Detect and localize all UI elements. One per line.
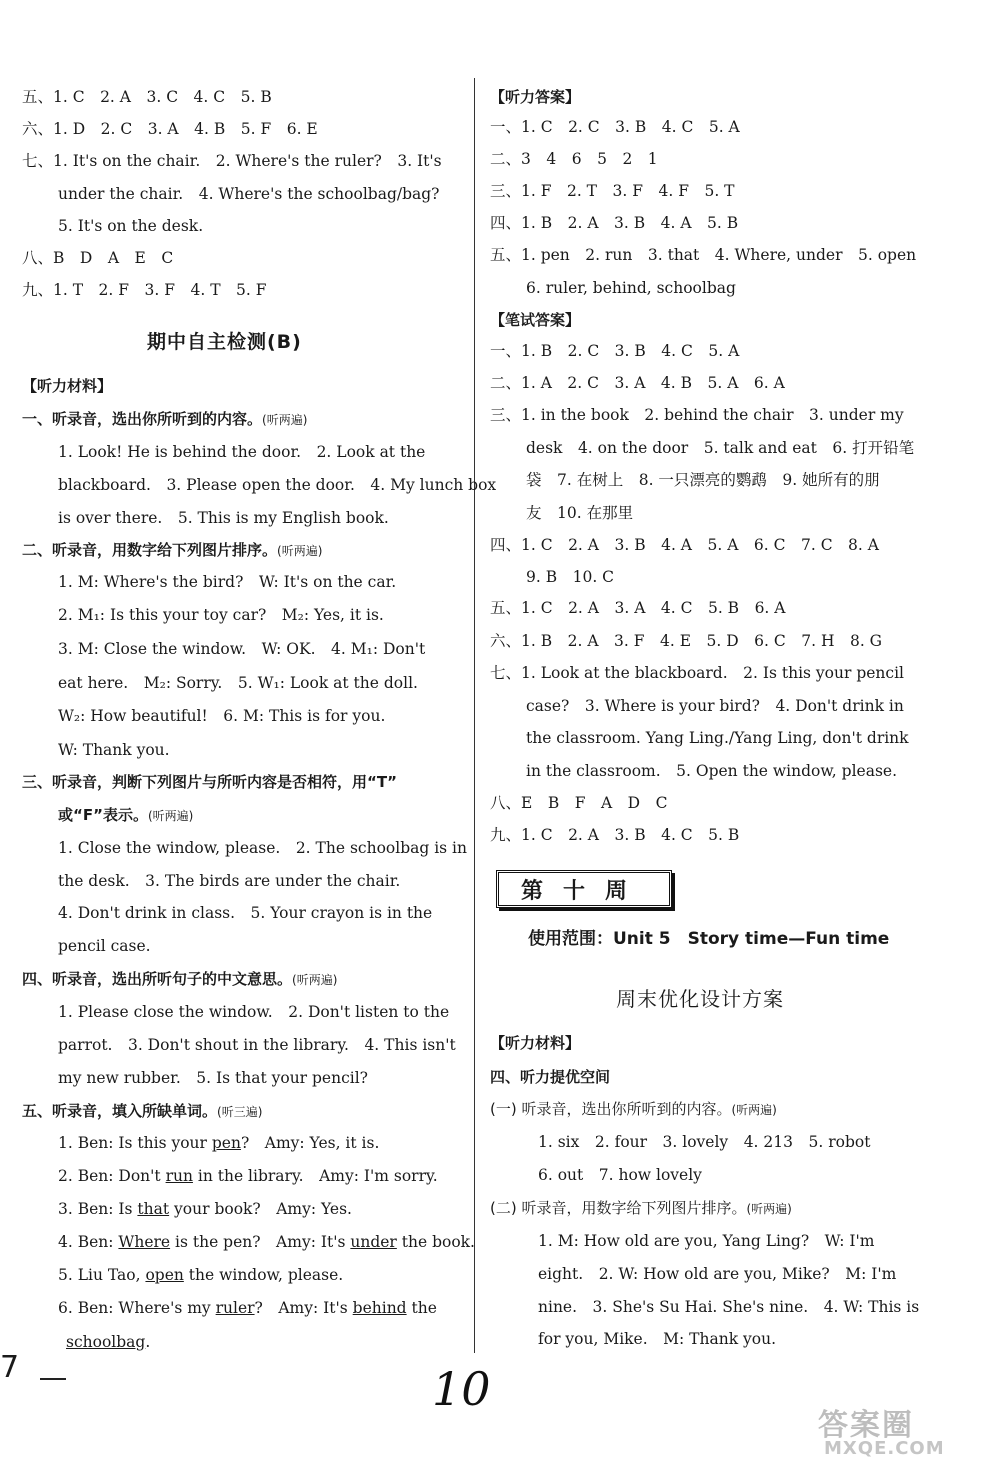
question-heading: 四、听录音，选出所听句子的中文意思。(听两遍) bbox=[22, 970, 338, 988]
answer-line: 友 10. 在那里 bbox=[526, 504, 634, 522]
dialogue-line: 6. Ben: Where's my ruler? Amy: It's behind the bbox=[58, 1299, 437, 1317]
question-heading: (一) 听录音，选出你所听到的内容。(听两遍) bbox=[490, 1100, 777, 1118]
listen-answer-label: 【听力答案】 bbox=[490, 88, 581, 106]
text-line: 4. Don't drink in class. 5. Your crayon is in the bbox=[58, 904, 433, 922]
question-heading: 一、听录音，选出你所听到的内容。(听两遍) bbox=[22, 410, 308, 428]
answer-line: 五、1. pen 2. run 3. that 4. Where, under 5. open bbox=[490, 246, 917, 264]
text-line: for you, Mike. M: Thank you. bbox=[538, 1330, 777, 1348]
dialogue-line: 4. Ben: Where is the pen? Amy: It's under the book. bbox=[58, 1233, 475, 1251]
watermark-logo-text: 答案圈 bbox=[818, 1408, 914, 1443]
text-line: 1. M: How old are you, Yang Ling? W: I'm bbox=[538, 1232, 875, 1250]
text-line: my new rubber. 5. Is that your pencil? bbox=[58, 1069, 368, 1087]
text-line: 3. M: Close the window. W: OK. 4. M₁: Don't bbox=[58, 640, 426, 658]
answer-line: 一、1. B 2. C 3. B 4. C 5. A bbox=[490, 342, 740, 360]
answer-line: 6. ruler, behind, schoolbag bbox=[526, 279, 736, 297]
text-line: parrot. 3. Don't shout in the library. 4. This isn't bbox=[58, 1036, 456, 1054]
answer-line: desk 4. on the door 5. talk and eat 6. 打开铅笔 bbox=[526, 439, 915, 457]
question-heading: (二) 听录音，用数字给下列图片排序。(听两遍) bbox=[490, 1199, 792, 1217]
question-heading: 或“F”表示。(听两遍) bbox=[58, 806, 194, 824]
text-line: the desk. 3. The birds are under the chair. bbox=[58, 872, 401, 890]
answer-line: the classroom. Yang Ling./Yang Ling, don't drink bbox=[526, 729, 909, 747]
answer-line: 六、1. D 2. C 3. A 4. B 5. F 6. E bbox=[22, 120, 318, 138]
watermark bbox=[818, 1400, 988, 1458]
answer-line: 袋 7. 在树上 8. 一只漂亮的鹦鹉 9. 她所有的朋 bbox=[526, 471, 880, 489]
text-line: pencil case. bbox=[58, 937, 151, 955]
text-line: 2. M₁: Is this your toy car? M₂: Yes, it is. bbox=[58, 606, 384, 624]
answer-line: 5. It's on the desk. bbox=[58, 217, 204, 235]
answer-line: 八、E B F A D C bbox=[490, 794, 668, 812]
usage-scope: 使用范围：Unit 5 Story time—Fun time bbox=[528, 929, 890, 949]
answer-line: 二、1. A 2. C 3. A 4. B 5. A 6. A bbox=[490, 374, 785, 392]
week-banner: 第十周 bbox=[496, 870, 672, 908]
section-heading: 四、听力提优空间 bbox=[490, 1068, 611, 1086]
text-line: 1. M: Where's the bird? W: It's on the car. bbox=[58, 573, 397, 591]
text-line: 1. Look! He is behind the door. 2. Look at the bbox=[58, 443, 426, 461]
answer-line: 五、1. C 2. A 3. A 4. C 5. B 6. A bbox=[490, 599, 786, 617]
dialogue-line: schoolbag. bbox=[66, 1333, 151, 1351]
page-number-dash bbox=[40, 1378, 66, 1380]
dialogue-line: 1. Ben: Is this your pen? Amy: Yes, it is. bbox=[58, 1134, 380, 1152]
question-heading: 五、听录音，填入所缺单词。(听三遍) bbox=[22, 1102, 263, 1120]
plan-title: 周末优化设计方案 bbox=[616, 987, 784, 1011]
text-line: eat here. M₂: Sorry. 5. W₁: Look at the doll. bbox=[58, 674, 418, 692]
answer-line: 9. B 10. C bbox=[526, 568, 615, 586]
listen-material-label: 【听力材料】 bbox=[490, 1034, 581, 1052]
answer-line: 七、1. It's on the chair. 2. Where's the ruler? 3. It's bbox=[22, 152, 442, 170]
answer-line: 三、1. in the book 2. behind the chair 3. under my bbox=[490, 406, 904, 424]
answer-line: 四、1. B 2. A 3. B 4. A 5. B bbox=[490, 214, 739, 232]
question-heading: 三、听录音，判断下列图片与所听内容是否相符，用“T” bbox=[22, 773, 397, 791]
section-title: 期中自主检测(B) bbox=[147, 331, 302, 353]
dialogue-line: 3. Ben: Is that your book? Amy: Yes. bbox=[58, 1200, 352, 1218]
question-heading: 二、听录音，用数字给下列图片排序。(听两遍) bbox=[22, 541, 323, 559]
text-line: nine. 3. She's Su Hai. She's nine. 4. W: This is bbox=[538, 1298, 920, 1316]
text-line: 1. Close the window, please. 2. The schoolbag is in bbox=[58, 839, 467, 857]
answer-line: 二、3 4 6 5 2 1 bbox=[490, 150, 658, 168]
answer-line: 六、1. B 2. A 3. F 4. E 5. D 6. C 7. H 8. G bbox=[490, 632, 883, 650]
watermark-url: MXQE.COM bbox=[824, 1438, 945, 1459]
listen-material-label: 【听力材料】 bbox=[22, 377, 113, 395]
answer-line: 四、1. C 2. A 3. B 4. A 5. A 6. C 7. C 8. A bbox=[490, 536, 879, 554]
text-line: 1. Please close the window. 2. Don't listen to the bbox=[58, 1003, 450, 1021]
answer-line: 九、1. C 2. A 3. B 4. C 5. B bbox=[490, 826, 740, 844]
answer-line: 五、1. C 2. A 3. C 4. C 5. B bbox=[22, 88, 272, 106]
answer-line: 八、B D A E C bbox=[22, 249, 174, 267]
answer-line: under the chair. 4. Where's the schoolbag/bag? bbox=[58, 185, 440, 203]
text-line: blackboard. 3. Please open the door. 4. My lunch box bbox=[58, 476, 497, 494]
text-line: eight. 2. W: How old are you, Mike? M: I'm bbox=[538, 1265, 897, 1283]
answer-line: 三、1. F 2. T 3. F 4. F 5. T bbox=[490, 182, 735, 200]
handwritten-number: 10 bbox=[432, 1362, 491, 1416]
text-line: 6. out 7. how lovely bbox=[538, 1166, 702, 1184]
text-line: W₂: How beautiful! 6. M: This is for you. bbox=[58, 707, 386, 725]
text-line: W: Thank you. bbox=[58, 741, 170, 759]
answer-line: 九、1. T 2. F 3. F 4. T 5. F bbox=[22, 281, 267, 299]
answer-line: in the classroom. 5. Open the window, please. bbox=[526, 762, 897, 780]
answer-line: case? 3. Where is your bird? 4. Don't drink in bbox=[526, 697, 904, 715]
dialogue-line: 5. Liu Tao, open the window, please. bbox=[58, 1266, 344, 1284]
answer-line: 七、1. Look at the blackboard. 2. Is this your pencil bbox=[490, 664, 904, 682]
text-line: is over there. 5. This is my English book. bbox=[58, 509, 389, 527]
column-divider bbox=[474, 78, 475, 1353]
answer-line: 一、1. C 2. C 3. B 4. C 5. A bbox=[490, 118, 740, 136]
written-answer-label: 【笔试答案】 bbox=[490, 311, 581, 329]
page-number: 7 bbox=[0, 1350, 20, 1385]
dialogue-line: 2. Ben: Don't run in the library. Amy: I'm sorry. bbox=[58, 1167, 438, 1185]
text-line: 1. six 2. four 3. lovely 4. 213 5. robot bbox=[538, 1133, 871, 1151]
